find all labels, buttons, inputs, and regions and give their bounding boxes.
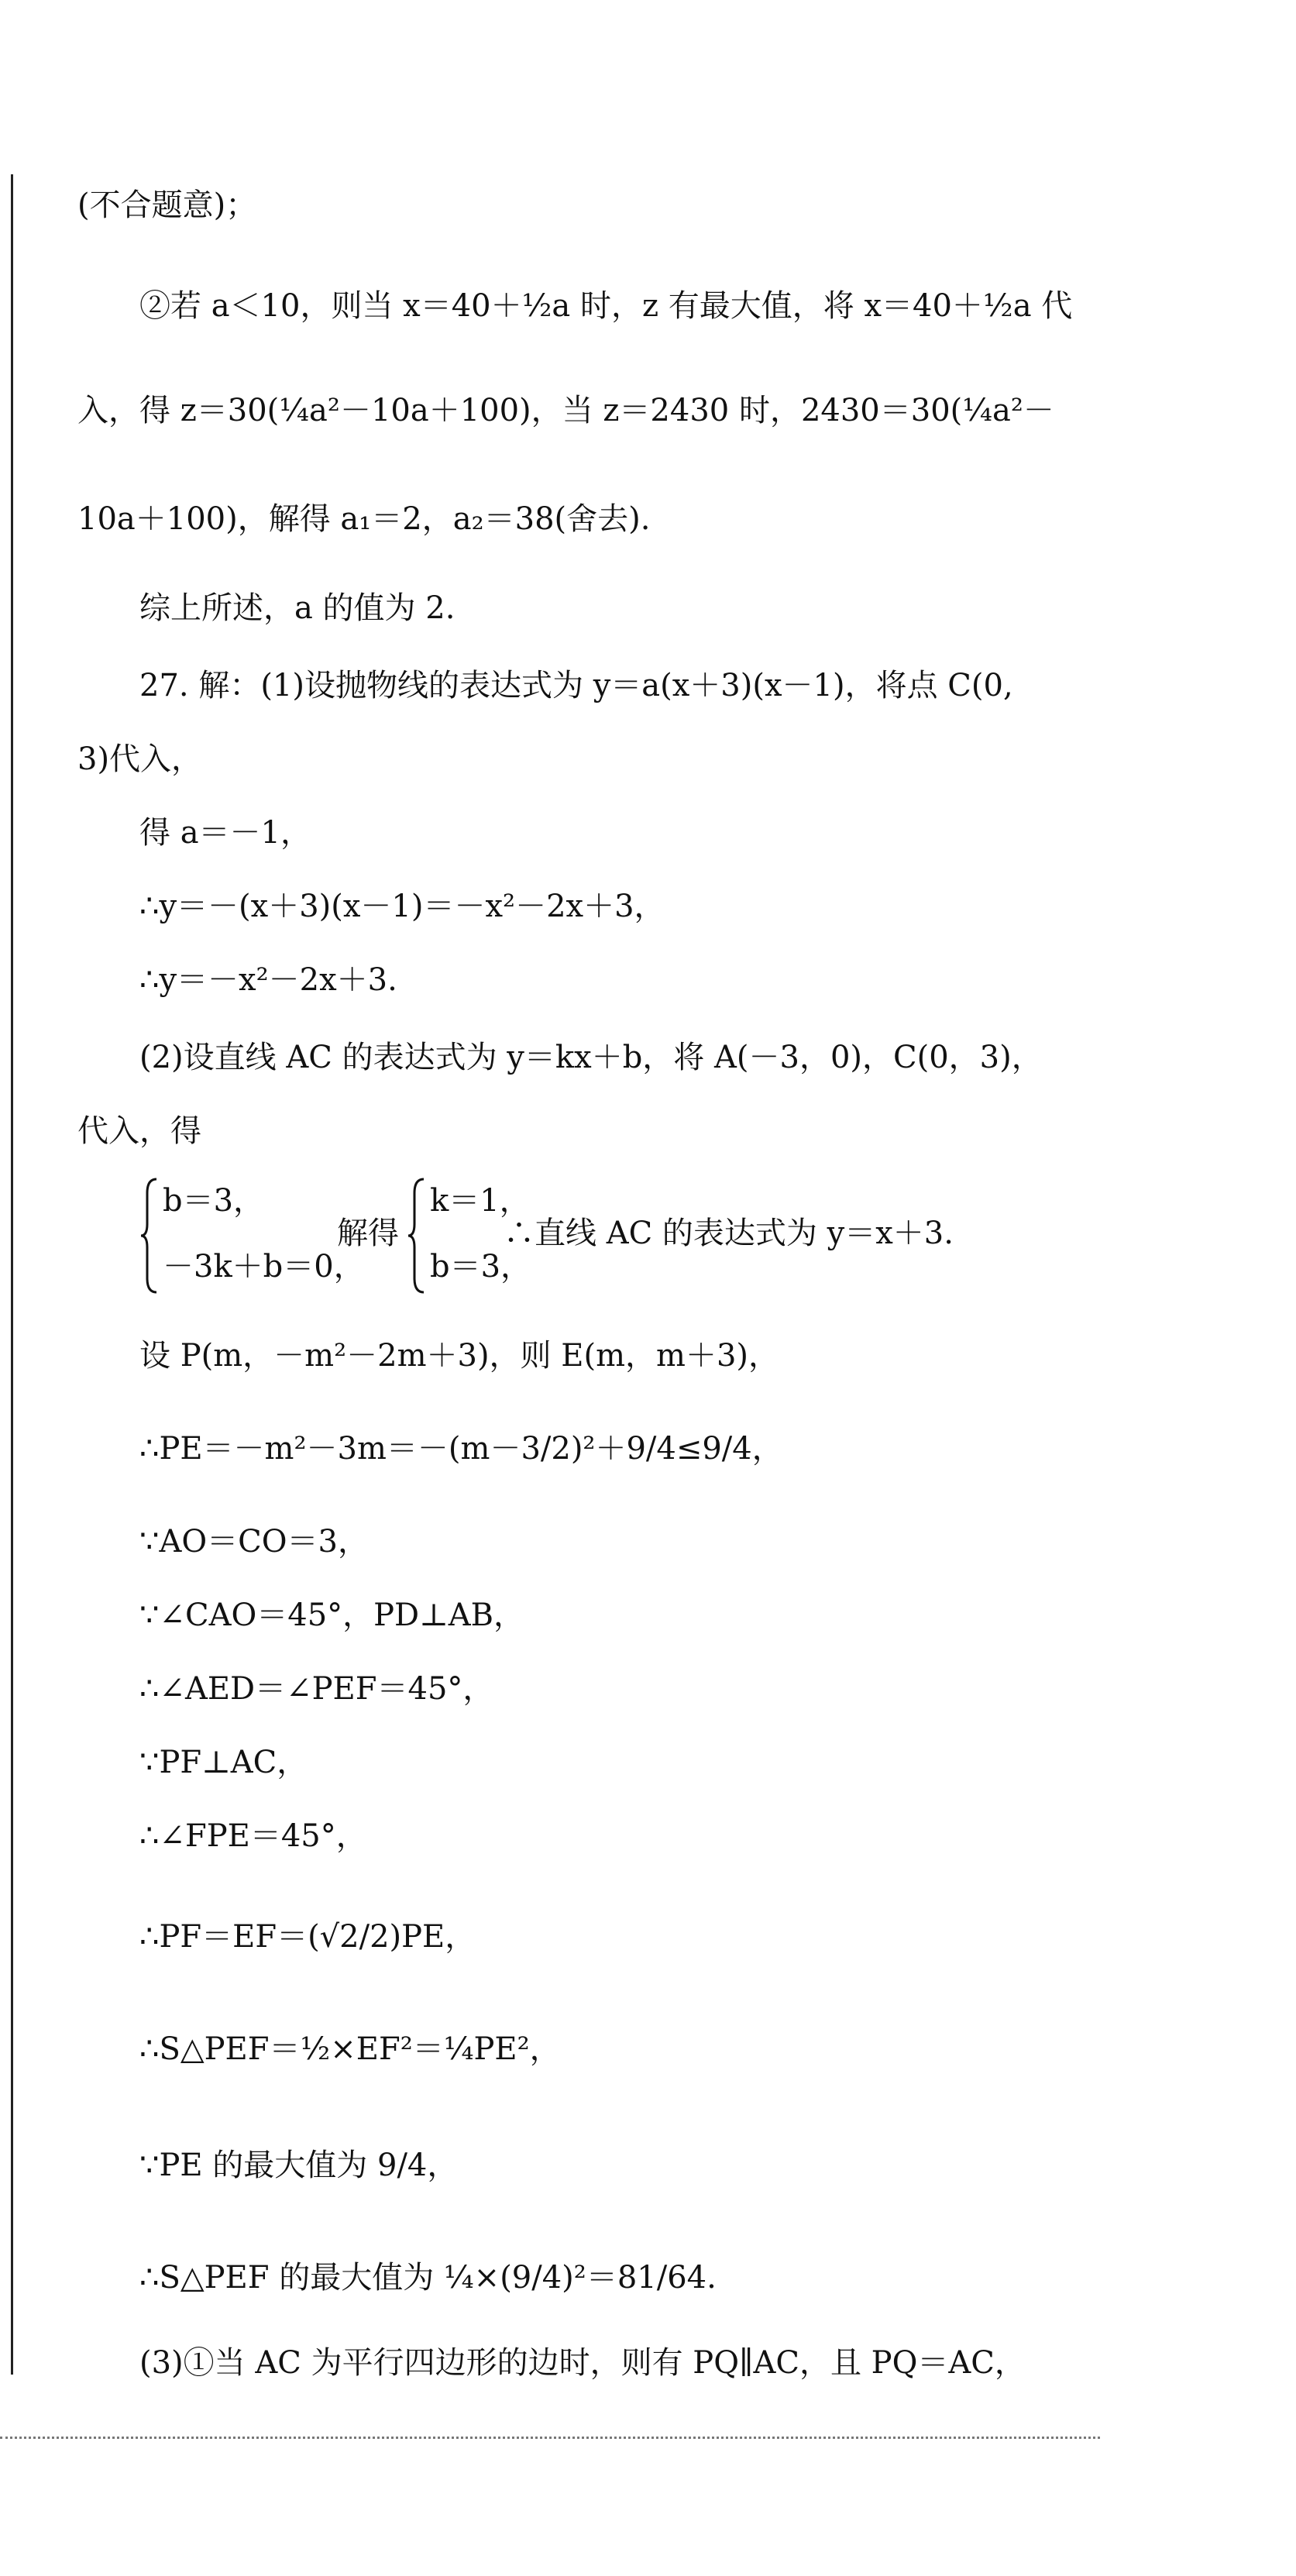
text-line: ∴S△PEF 的最大值为 ¼×(9/4)²＝81/64.: [139, 2260, 717, 2296]
text-line: ②若 a＜10，则当 x＝40＋½a 时，z 有最大值，将 x＝40＋½a 代: [139, 288, 1073, 324]
text-line: ∴PE＝－m²－3m＝－(m－3/2)²＋9/4≤9/4，: [139, 1431, 783, 1467]
text-line: (2)设直线 AC 的表达式为 y＝kx＋b，将 A(－3，0)，C(0，3)，: [139, 1040, 1043, 1075]
text-line: ∵PE 的最大值为 9/4，: [139, 2148, 459, 2183]
text-line: ∵AO＝CO＝3，: [139, 1524, 369, 1560]
dotted-divider: [0, 2437, 1100, 2439]
text-line: (3)①当 AC 为平行四边形的边时，则有 PQ∥AC，且 PQ＝AC，: [139, 2345, 1026, 2381]
text-line: 代入，得: [77, 1113, 201, 1149]
text-line: 3)代入，: [77, 741, 203, 777]
text-line: 27. 解：(1)设抛物线的表达式为 y＝a(x＋3)(x－1)，将点 C(0,: [139, 668, 1013, 703]
text-line: ∴∠AED＝∠PEF＝45°，: [139, 1671, 494, 1707]
text-line: 综上所述，a 的值为 2.: [139, 590, 455, 626]
text-line: ∵∠CAO＝45°，PD⊥AB，: [139, 1598, 525, 1633]
text-line: (不合题意)；: [77, 187, 257, 223]
text-line: ∴S△PEF＝½×EF²＝¼PE²，: [139, 2031, 561, 2067]
text-line: ∴y＝－(x＋3)(x－1)＝－x²－2x＋3，: [139, 889, 665, 924]
margin-line: [11, 174, 13, 2375]
text-line: ∴∠FPE＝45°，: [139, 1818, 367, 1854]
text-line: ∵PF⊥AC，: [139, 1745, 308, 1780]
system-solve-label: 解得: [337, 1216, 399, 1251]
system-right-top: k＝1，: [430, 1183, 531, 1219]
system-left-top: b＝3，: [163, 1183, 265, 1219]
right-brace-icon: [407, 1178, 427, 1294]
equation-system: [139, 1178, 1069, 1309]
text-line: ∴PF＝EF＝(√2/2)PE，: [139, 1919, 476, 1955]
text-line: 入，得 z＝30(¼a²－10a＋100)，当 z＝2430 时，2430＝30(¼a²－: [77, 393, 1054, 428]
text-line: 10a＋100)，解得 a₁＝2，a₂＝38(舍去).: [77, 501, 651, 537]
system-conclusion: ∴直线 AC 的表达式为 y＝x＋3.: [504, 1216, 954, 1251]
text-line: 设 P(m，－m²－2m＋3)，则 E(m，m＋3)，: [139, 1338, 779, 1374]
system-left-bottom: －3k＋b＝0，: [163, 1249, 365, 1285]
left-brace-icon: [139, 1178, 160, 1294]
text-line: ∴y＝－x²－2x＋3.: [139, 962, 397, 998]
system-right-bottom: b＝3，: [430, 1249, 532, 1285]
text-line: 得 a＝－1，: [139, 815, 312, 851]
